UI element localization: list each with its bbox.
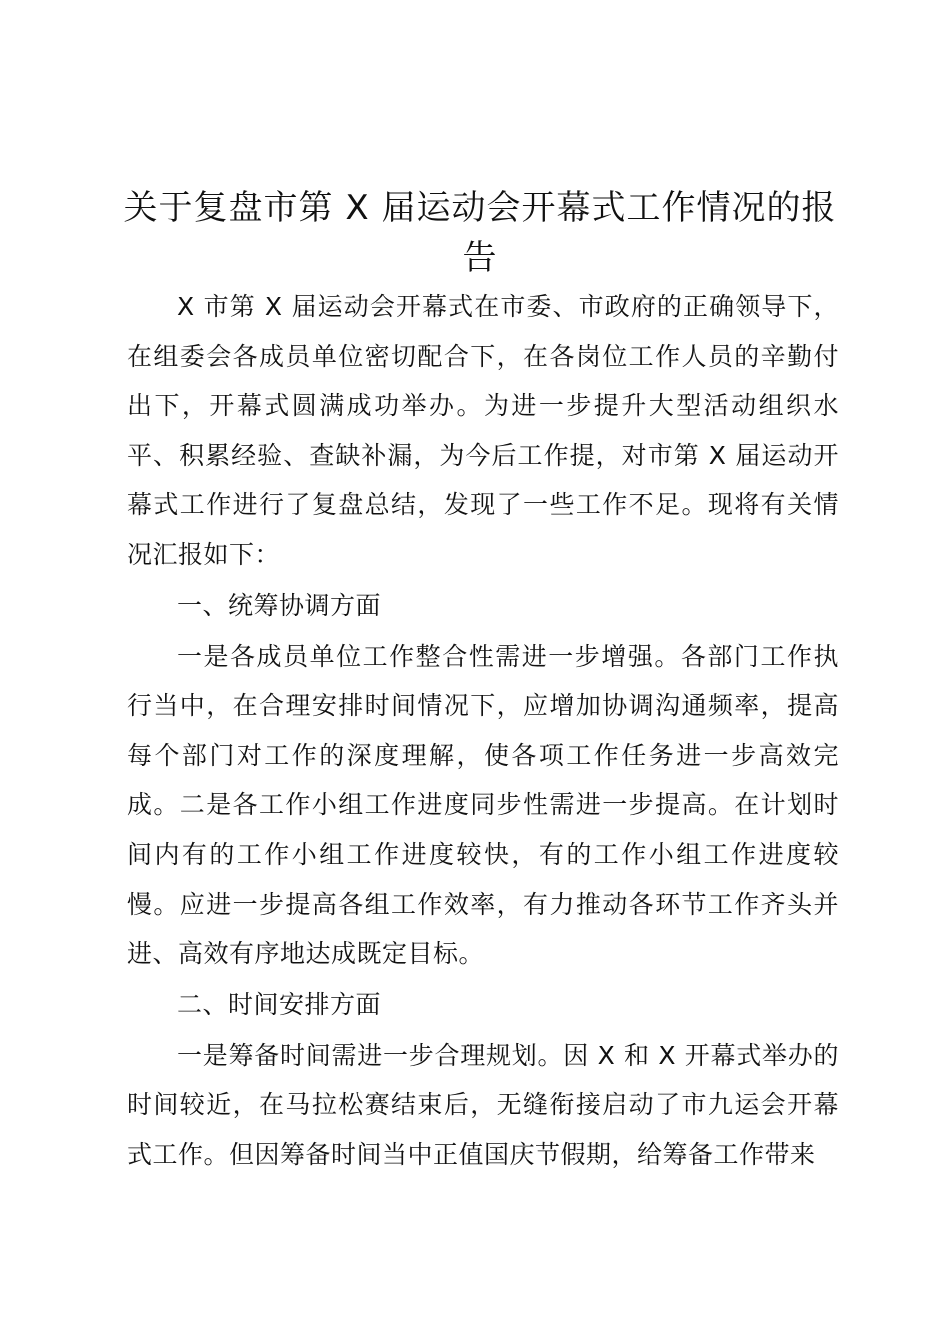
- section-heading-schedule: 二、时间安排方面: [177, 989, 382, 1019]
- document-title: 关于复盘市第 X 届运动会开幕式工作情况的报告: [123, 188, 837, 278]
- document-body: [127, 282, 839, 1180]
- intro-paragraph: X 市第 X 届运动会开幕式在市委、市政府的正确领导下，在组委会各成员单位密切配合下，在各岗位工作人员的辛勤付出下，开幕式圆满成功举办。为进一步提升大型活动组织水平、积累经验、查缺补漏，为今后工作提，对市第 X 届运动开幕式工作进行了复盘总结，发现了一些工作不足。现将有关情况汇报如下：: [127, 292, 839, 569]
- section-paragraph-coordination: 一是各成员单位工作整合性需进一步增强。各部门工作执行当中，在合理安排时间情况下，应增加协调沟通频率，提高每个部门对工作的深度理解，使各项工作任务进一步高效完成。二是各工作小组工作进度同步性需进一步提高。在计划时间内有的工作小组工作进度较快，有的工作小组工作进度较慢。应进一步提高各组工作效率，有力推动各环节工作齐头并进、高效有序地达成既定目标。: [127, 641, 839, 969]
- section-heading-coordination: 一、统筹协调方面: [177, 590, 382, 620]
- section-paragraph-schedule: 一是筹备时间需进一步合理规划。因 X 和 X 开幕式举办的时间较近，在马拉松赛结束后，无缝衔接启动了市九运会开幕式工作。但因筹备时间当中正值国庆节假期，给筹备工作带来: [127, 1040, 839, 1169]
